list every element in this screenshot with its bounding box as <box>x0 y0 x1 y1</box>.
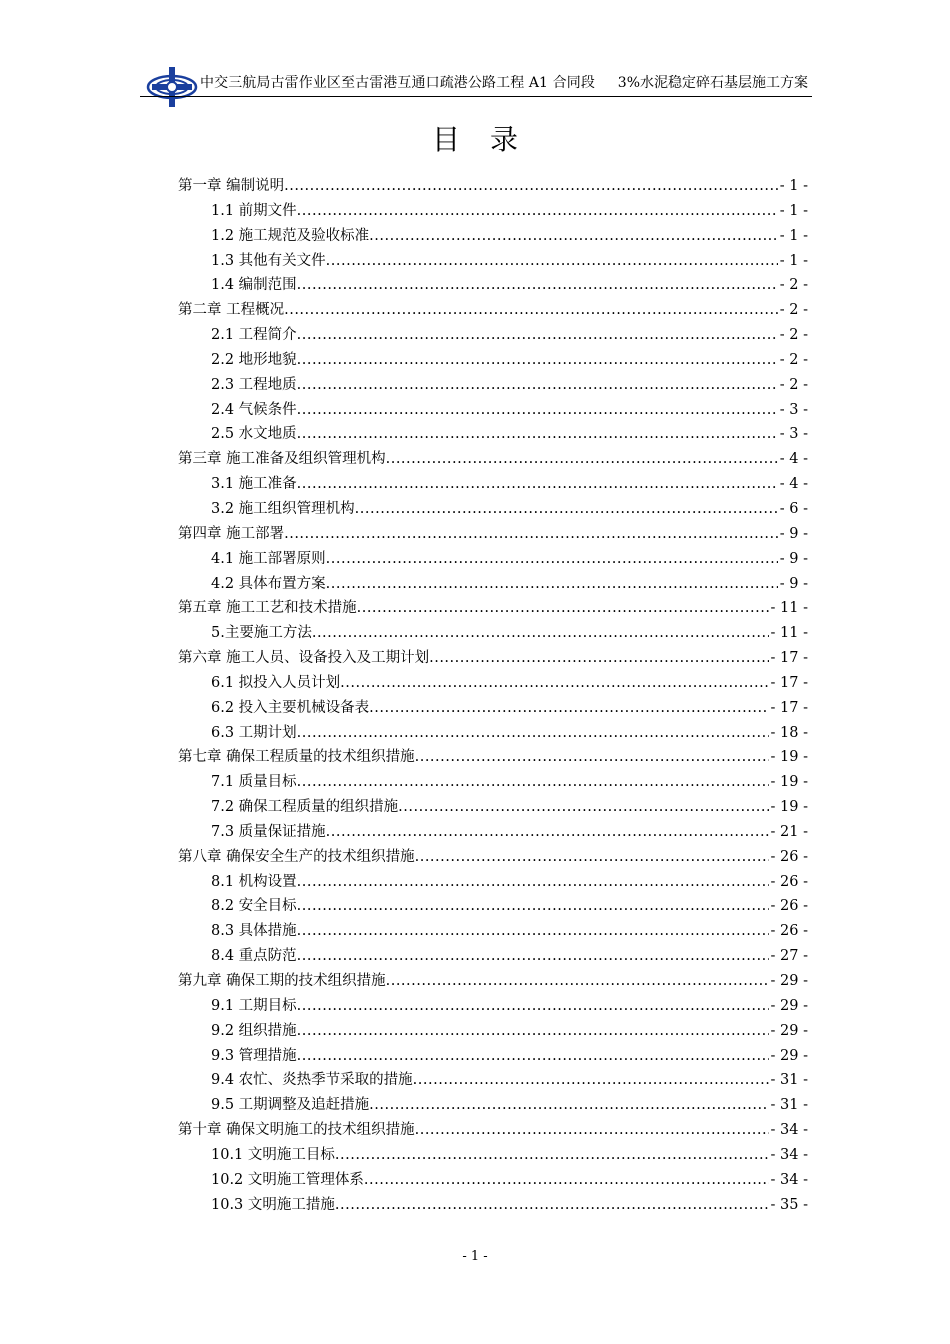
toc-section-entry[interactable] <box>0 944 950 969</box>
toc-chapter-entry[interactable] <box>0 174 950 199</box>
header-document-name: 3%水泥稳定碎石基层施工方案 <box>617 75 808 91</box>
toc-leader-dots <box>386 969 769 994</box>
toc-entry-page: - 2 - <box>779 327 808 344</box>
toc-leader-dots <box>297 398 778 423</box>
toc-section-entry[interactable] <box>0 224 950 249</box>
toc-leader-dots <box>357 596 769 621</box>
toc-leader-dots <box>297 422 778 447</box>
toc-entry-title: 第四章 施工部署 <box>178 525 285 542</box>
toc-section-entry[interactable] <box>0 919 950 944</box>
toc-section-entry[interactable] <box>0 994 950 1019</box>
toc-entry-page: - 17 - <box>770 674 808 691</box>
toc-entry-page: - 2 - <box>779 277 808 294</box>
toc-entry-title: 9.4 农忙、炎热季节采取的措施 <box>211 1072 413 1089</box>
toc-entry-title: 9.3 管理措施 <box>211 1047 297 1064</box>
toc-leader-dots <box>429 646 768 671</box>
toc-entry-title: 1.4 编制范围 <box>211 277 297 294</box>
toc-entry-title: 1.3 其他有关文件 <box>211 252 326 269</box>
toc-entry-page: - 4 - <box>779 451 808 468</box>
toc-chapter-entry[interactable] <box>0 745 950 770</box>
toc-entry-page: - 34 - <box>770 1146 808 1163</box>
toc-entry-title: 第七章 确保工程质量的技术组织措施 <box>178 749 415 766</box>
toc-chapter-entry[interactable] <box>0 969 950 994</box>
toc-leader-dots <box>335 1193 769 1218</box>
toc-chapter-entry[interactable] <box>0 1118 950 1143</box>
toc-entry-title: 8.2 安全目标 <box>211 898 297 915</box>
toc-entry-title: 7.2 确保工程质量的组织措施 <box>211 799 399 816</box>
toc-entry-title: 4.2 具体布置方案 <box>211 575 326 592</box>
toc-entry-title: 第三章 施工准备及组织管理机构 <box>178 451 386 468</box>
toc-leader-dots <box>297 1019 769 1044</box>
toc-entry-title: 3.2 施工组织管理机构 <box>211 500 355 517</box>
toc-entry-title: 7.1 质量目标 <box>211 774 297 791</box>
toc-section-entry[interactable] <box>0 472 950 497</box>
toc-section-entry[interactable] <box>0 621 950 646</box>
toc-entry-page: - 9 - <box>779 550 808 567</box>
toc-entry-page: - 26 - <box>770 898 808 915</box>
toc-entry-title: 10.1 文明施工目标 <box>211 1146 335 1163</box>
toc-entry-page: - 31 - <box>770 1072 808 1089</box>
toc-section-entry[interactable] <box>0 696 950 721</box>
toc-section-entry[interactable] <box>0 1019 950 1044</box>
toc-leader-dots <box>415 845 769 870</box>
toc-entry-title: 第一章 编制说明 <box>178 178 285 194</box>
toc-leader-dots <box>297 919 769 944</box>
toc-leader-dots <box>326 572 778 597</box>
toc-leader-dots <box>335 1143 769 1168</box>
toc-leader-dots <box>297 373 778 398</box>
toc-chapter-entry[interactable] <box>0 646 950 671</box>
toc-leader-dots <box>415 745 769 770</box>
toc-entry-title: 5.主要施工方法 <box>211 625 312 642</box>
toc-entry-page: - 2 - <box>779 302 808 319</box>
toc-entry-page: - 18 - <box>770 724 808 741</box>
toc-entry-title: 8.1 机构设置 <box>211 873 297 890</box>
header-project-name: 中交三航局古雷作业区至古雷港互通口疏港公路工程 A1 合同段 <box>200 75 595 91</box>
toc-entry-title: 2.3 工程地质 <box>211 376 297 393</box>
toc-entry-page: - 1 - <box>779 178 808 194</box>
toc-entry-page: - 3 - <box>779 426 808 443</box>
toc-leader-dots <box>297 472 778 497</box>
toc-leader-dots <box>398 795 768 820</box>
toc-entry-page: - 19 - <box>770 774 808 791</box>
toc-entry-page: - 27 - <box>770 948 808 965</box>
toc-section-entry[interactable] <box>0 1068 950 1093</box>
toc-entry-title: 8.4 重点防范 <box>211 948 297 965</box>
toc-chapter-entry[interactable] <box>0 596 950 621</box>
toc-entry-title: 第五章 施工工艺和技术措施 <box>178 600 357 617</box>
toc-leader-dots <box>297 323 778 348</box>
toc-entry-page: - 11 - <box>770 600 808 617</box>
toc-section-entry[interactable] <box>0 820 950 845</box>
toc-leader-dots <box>297 348 778 373</box>
toc-leader-dots <box>355 497 778 522</box>
toc-entry-page: - 34 - <box>770 1171 808 1188</box>
toc-entry-page: - 29 - <box>770 1022 808 1039</box>
toc-entry-title: 6.1 拟投入人员计划 <box>211 674 341 691</box>
toc-entry-page: - 2 - <box>779 351 808 368</box>
toc-section-entry[interactable] <box>0 497 950 522</box>
toc-section-entry[interactable] <box>0 249 950 274</box>
toc-leader-dots <box>340 671 768 696</box>
toc-entry-page: - 35 - <box>770 1196 808 1213</box>
toc-section-entry[interactable] <box>0 572 950 597</box>
toc-entry-page: - 6 - <box>779 500 808 517</box>
toc-entry-title: 第二章 工程概况 <box>178 302 285 319</box>
toc-entry-title: 8.3 具体措施 <box>211 923 297 940</box>
toc-entry-page: - 1 - <box>779 252 808 269</box>
toc-section-entry[interactable] <box>0 373 950 398</box>
toc-leader-dots <box>326 547 778 572</box>
toc-section-entry[interactable] <box>0 348 950 373</box>
toc-leader-dots <box>297 199 778 224</box>
toc-entry-page: - 3 - <box>779 401 808 418</box>
toc-section-entry[interactable] <box>0 422 950 447</box>
toc-entry-page: - 21 - <box>770 823 808 840</box>
toc-leader-dots <box>369 224 778 249</box>
page-number: - 1 - <box>462 1249 488 1264</box>
toc-entry-page: - 9 - <box>779 575 808 592</box>
toc-entry-page: - 17 - <box>770 650 808 667</box>
toc-chapter-entry[interactable] <box>0 447 950 472</box>
toc-entry-title: 1.2 施工规范及验收标准 <box>211 227 370 244</box>
toc-leader-dots <box>297 870 769 895</box>
toc-section-entry[interactable] <box>0 870 950 895</box>
toc-entry-title: 2.1 工程简介 <box>211 327 297 344</box>
toc-entry-title: 6.2 投入主要机械设备表 <box>211 699 370 716</box>
toc-entry-page: - 1 - <box>779 202 808 219</box>
toc-entry-title: 3.1 施工准备 <box>211 476 297 493</box>
toc-leader-dots <box>297 770 769 795</box>
toc-leader-dots <box>369 1093 768 1118</box>
toc-entry-title: 2.4 气候条件 <box>211 401 297 418</box>
toc-entry-page: - 26 - <box>770 873 808 890</box>
toc-section-entry[interactable] <box>0 795 950 820</box>
toc-leader-dots <box>326 249 778 274</box>
toc-section-entry[interactable] <box>0 398 950 423</box>
table-of-contents <box>0 174 950 1217</box>
toc-leader-dots <box>297 1044 769 1069</box>
toc-entry-page: - 4 - <box>779 476 808 493</box>
toc-entry-page: - 29 - <box>770 997 808 1014</box>
toc-entry-title: 2.2 地形地貌 <box>211 351 297 368</box>
toc-entry-title: 9.1 工期目标 <box>211 997 297 1014</box>
toc-entry-page: - 29 - <box>770 973 808 989</box>
toc-section-entry[interactable] <box>0 547 950 572</box>
toc-section-entry[interactable] <box>0 1168 950 1193</box>
toc-leader-dots <box>297 944 769 969</box>
toc-leader-dots <box>369 696 768 721</box>
toc-chapter-entry[interactable] <box>0 522 950 547</box>
toc-section-entry[interactable] <box>0 273 950 298</box>
page-header <box>140 58 812 108</box>
toc-leader-dots <box>386 447 778 472</box>
toc-entry-title: 9.5 工期调整及追赶措施 <box>211 1097 370 1114</box>
toc-chapter-entry[interactable] <box>0 298 950 323</box>
toc-entry-title: 4.1 施工部署原则 <box>211 550 326 567</box>
toc-section-entry[interactable] <box>0 199 950 224</box>
toc-leader-dots <box>297 994 769 1019</box>
toc-entry-page: - 34 - <box>770 1122 808 1139</box>
toc-leader-dots <box>284 522 778 547</box>
company-logo-icon <box>146 66 198 108</box>
toc-entry-title: 10.2 文明施工管理体系 <box>211 1171 364 1188</box>
toc-entry-title: 9.2 组织措施 <box>211 1022 297 1039</box>
toc-chapter-entry[interactable] <box>0 845 950 870</box>
toc-entry-page: - 9 - <box>779 525 808 542</box>
toc-section-entry[interactable] <box>0 1143 950 1168</box>
toc-leader-dots <box>284 298 778 323</box>
toc-entry-page: - 19 - <box>770 799 808 816</box>
toc-entry-title: 第十章 确保文明施工的技术组织措施 <box>178 1122 415 1139</box>
toc-section-entry[interactable] <box>0 1093 950 1118</box>
toc-entry-title: 第九章 确保工期的技术组织措施 <box>178 973 386 989</box>
toc-section-entry[interactable] <box>0 770 950 795</box>
toc-entry-page: - 2 - <box>779 376 808 393</box>
toc-entry-title: 第八章 确保安全生产的技术组织措施 <box>178 848 415 865</box>
toc-entry-title: 6.3 工期计划 <box>211 724 297 741</box>
toc-entry-title: 2.5 水文地质 <box>211 426 297 443</box>
toc-entry-title: 7.3 质量保证措施 <box>211 823 326 840</box>
toc-title: 目录 <box>431 123 548 156</box>
toc-section-entry[interactable] <box>0 1044 950 1069</box>
toc-entry-page: - 19 - <box>770 749 808 766</box>
toc-entry-page: - 1 - <box>779 227 808 244</box>
toc-leader-dots <box>297 721 769 746</box>
toc-leader-dots <box>297 273 778 298</box>
toc-entry-title: 10.3 文明施工措施 <box>211 1196 335 1213</box>
toc-section-entry[interactable] <box>0 721 950 746</box>
toc-entry-page: - 26 - <box>770 848 808 865</box>
header-divider <box>140 96 812 97</box>
toc-entry-title: 第六章 施工人员、设备投入及工期计划 <box>178 650 430 667</box>
toc-leader-dots <box>312 621 769 646</box>
toc-section-entry[interactable] <box>0 894 950 919</box>
toc-leader-dots <box>413 1068 769 1093</box>
toc-entry-page: - 11 - <box>770 625 808 642</box>
toc-entry-title: 1.1 前期文件 <box>211 202 297 219</box>
toc-leader-dots <box>364 1168 769 1193</box>
toc-leader-dots <box>326 820 769 845</box>
toc-section-entry[interactable] <box>0 323 950 348</box>
toc-entry-page: - 17 - <box>770 699 808 716</box>
toc-section-entry[interactable] <box>0 1193 950 1218</box>
toc-section-entry[interactable] <box>0 671 950 696</box>
toc-leader-dots <box>284 174 778 199</box>
toc-leader-dots <box>297 894 769 919</box>
toc-entry-page: - 26 - <box>770 923 808 940</box>
toc-entry-page: - 29 - <box>770 1047 808 1064</box>
toc-entry-page: - 31 - <box>770 1097 808 1114</box>
toc-leader-dots <box>415 1118 769 1143</box>
